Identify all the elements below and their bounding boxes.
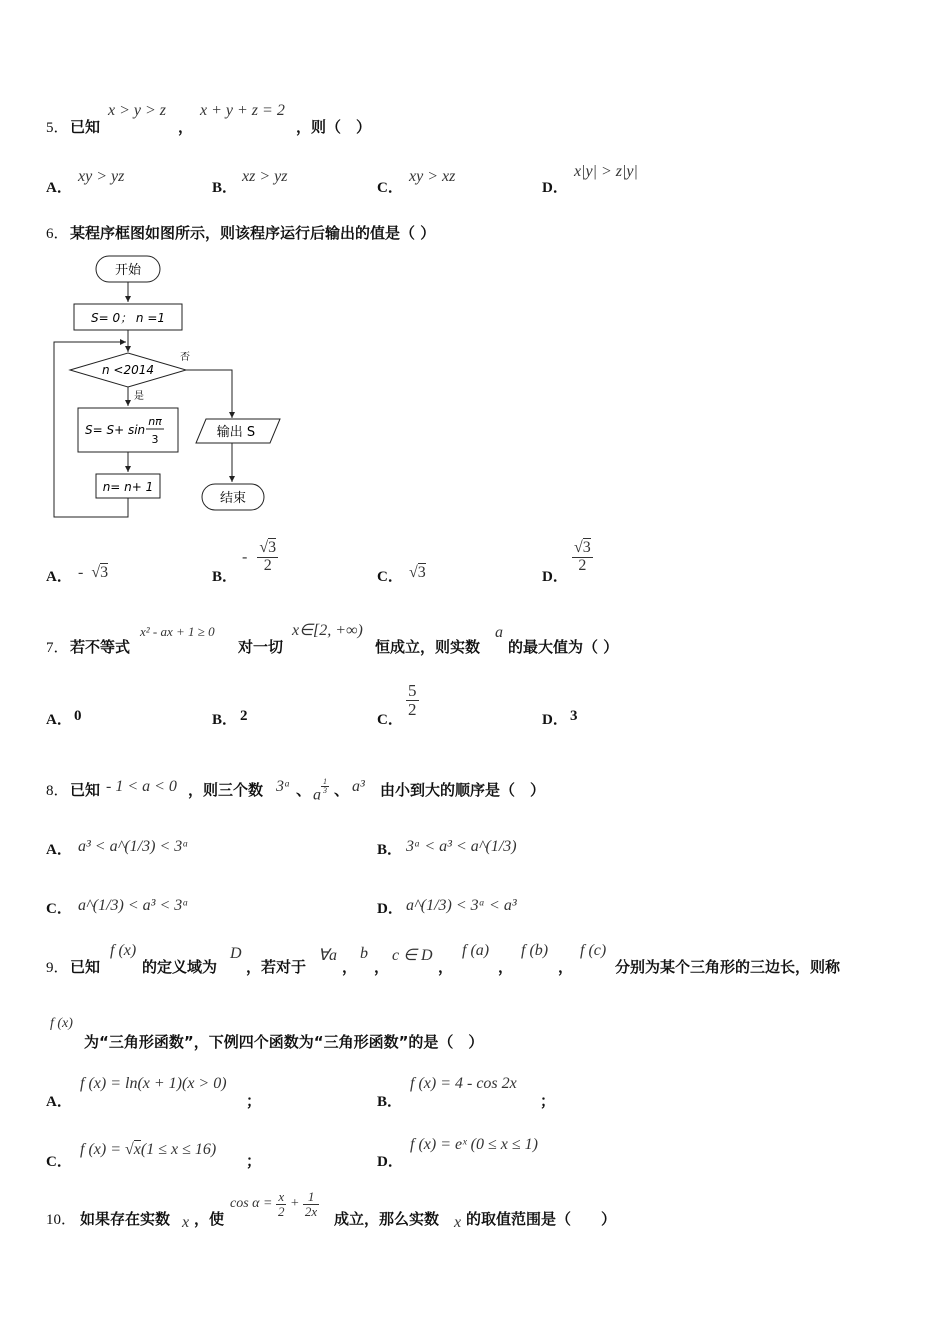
q9-forall-a: ∀a — [318, 947, 337, 964]
q8-number: 8． — [46, 783, 69, 799]
q8-prefix: 已知 — [70, 781, 101, 799]
q9-text-4: 为“三角形函数”，下例四个函数为“三角形函数”的是（ ） — [84, 1033, 484, 1051]
q8-number-1: 3ᵃ — [276, 778, 291, 795]
q6-option-b-label: B． — [212, 569, 238, 585]
q10-number: 10． — [46, 1212, 77, 1228]
flow-no-label: 否 — [180, 352, 190, 363]
sqrt-symbol: √ — [91, 564, 101, 581]
q9-comma-3: ， — [438, 958, 454, 976]
q5-separator: ， — [178, 118, 194, 136]
q10-variable-2: x — [454, 1214, 462, 1231]
q6-option-a — [78, 564, 108, 582]
q7-option-d: 3 — [570, 708, 578, 724]
q9-comma-5: ， — [558, 958, 574, 976]
q8-separator-1: 、 — [296, 781, 312, 799]
q5-number: 5． — [46, 120, 69, 136]
flow-arrow-no — [186, 370, 232, 418]
q9-function-2: f (x) — [50, 1016, 73, 1031]
q8-number-2-exponent — [321, 778, 329, 796]
q9-option-a-tail: ； — [246, 1092, 262, 1110]
q9-option-b-tail: ； — [540, 1092, 556, 1110]
q5-option-d-label: D． — [542, 180, 568, 196]
q8-number-3: a³ — [352, 778, 365, 795]
q5-prefix: 已知 — [70, 118, 101, 136]
q9-f-b: f (b) — [521, 942, 549, 959]
q5-option-c-label: C． — [377, 180, 403, 196]
q7-option-c-label: C． — [377, 712, 403, 728]
q7-option-d-label: D． — [542, 712, 568, 728]
flow-yes-label: 是 — [134, 391, 144, 402]
q10-text-2: 成立，那么实数 — [334, 1210, 440, 1228]
flow-body-text: S= S+ sin — [85, 423, 146, 437]
q6-option-a-label: A． — [46, 569, 72, 585]
q7-middle: 对一切 — [238, 638, 284, 656]
q8-option-a-label: A． — [46, 842, 72, 858]
q10-prefix: 如果存在实数 — [80, 1210, 171, 1228]
flow-output-text: 输出 S — [216, 425, 256, 440]
q7-option-c-numerator: 5 — [408, 681, 417, 700]
q9-prefix: 已知 — [70, 958, 101, 976]
q8-option-c: a^(1/3) < a³ < 3ᵃ — [78, 897, 189, 914]
q7-option-b-label: B． — [212, 712, 238, 728]
q9-option-c-tail: ； — [246, 1152, 262, 1170]
q9-option-d-label: D． — [377, 1154, 403, 1170]
q5-option-c: xy > xz — [409, 168, 456, 185]
flow-end-text: 结束 — [219, 491, 247, 506]
q8-option-a: a³ < a^(1/3) < 3ᵃ — [78, 838, 189, 855]
q9-option-c-radicand: x — [133, 1141, 141, 1158]
q9-comma-4: ， — [498, 958, 514, 976]
sqrt-symbol: √ — [125, 1141, 134, 1158]
q6-text: 某程序框图如图所示，则该程序运行后输出的值是（ ） — [70, 224, 436, 242]
q6-option-c-label: C． — [377, 569, 403, 585]
exponent-numerator: 1 — [323, 777, 327, 786]
q9-number: 9． — [46, 960, 69, 976]
q10-text-3: 的取值范围是（ ） — [466, 1210, 617, 1228]
q9-f-a: f (a) — [462, 942, 490, 959]
q7-suffix-1: 恒成立，则实数 — [375, 638, 481, 656]
q9-option-c-post: (1 ≤ x ≤ 16) — [140, 1141, 217, 1158]
q6-option-b-denominator: 2 — [263, 556, 272, 574]
q10-fraction-2 — [303, 1190, 319, 1218]
q6-option-d-denominator: 2 — [578, 556, 587, 574]
flow-condition-text: n <2014 — [101, 363, 155, 377]
q7-option-c-fraction — [406, 682, 419, 719]
q9-c-in-D: c ∈ D — [392, 947, 433, 964]
q8-option-b: 3ᵃ < a³ < a^(1/3) — [406, 838, 517, 855]
q10-fraction-1-denominator: 2 — [277, 1203, 285, 1219]
q5-option-d: x|y| > z|y| — [574, 163, 638, 180]
q6-option-d — [572, 540, 593, 575]
q7-variable: a — [495, 624, 503, 641]
q6-option-d-radicand: 3 — [582, 539, 591, 556]
q6-option-d-label: D． — [542, 569, 568, 585]
q8-number-2 — [313, 778, 329, 805]
q6-option-b-sign: - — [242, 548, 248, 566]
q7-inequality: x² - ax + 1 ≥ 0 — [140, 624, 215, 639]
sqrt-symbol: √ — [259, 539, 269, 556]
q10-equation — [230, 1190, 319, 1218]
q9-b: b — [360, 945, 368, 962]
q9-function: f (x) — [110, 942, 137, 959]
q9-option-a: f (x) = ln(x + 1)(x > 0) — [80, 1075, 227, 1092]
q9-option-d: f (x) = eˣ (0 ≤ x ≤ 1) — [410, 1136, 538, 1153]
q5-suffix: ，则（ ） — [296, 118, 372, 136]
q10-fraction-1 — [276, 1190, 287, 1218]
q7-prefix: 若不等式 — [70, 638, 131, 656]
q10-variable-1: x — [182, 1214, 190, 1231]
q10-fraction-2-denominator: 2x — [304, 1203, 318, 1219]
q7-number: 7． — [46, 640, 69, 656]
q10-text-1: ，使 — [194, 1210, 225, 1228]
q8-suffix-1: ，则三个数 — [188, 781, 264, 799]
q6-option-c-radicand: 3 — [417, 564, 426, 581]
q6-option-b-radicand: 3 — [268, 539, 277, 556]
q6-option-a-radicand: 3 — [100, 564, 109, 581]
q9-comma-1: ， — [342, 958, 358, 976]
q9-option-b-label: B． — [377, 1094, 403, 1110]
q9-option-c-label: C． — [46, 1154, 72, 1170]
q5-condition-1: x > y > z — [108, 102, 167, 119]
q10-fraction-1-numerator: x — [276, 1190, 287, 1205]
flow-start-text: 开始 — [114, 263, 142, 278]
q8-option-b-label: B． — [377, 842, 403, 858]
q5-option-b: xz > yz — [242, 168, 288, 185]
q6-option-b — [242, 540, 278, 575]
q5-option-b-label: B． — [212, 180, 238, 196]
q9-domain-D: D — [230, 945, 242, 962]
q8-option-d-label: D． — [377, 901, 403, 917]
q5-condition-2: x + y + z = 2 — [200, 102, 285, 119]
flow-body-numerator: nπ — [148, 415, 162, 428]
q6-option-d-fraction — [572, 540, 593, 575]
q5-option-a: xy > yz — [78, 168, 125, 185]
q7-domain: x∈[2, +∞) — [292, 622, 363, 639]
q9-option-b: f (x) = 4 - cos 2x — [410, 1075, 517, 1092]
q8-separator-2: 、 — [334, 781, 350, 799]
q9-text-1: 的定义域为 — [142, 958, 218, 976]
q5-option-a-label: A． — [46, 180, 72, 196]
q6-option-b-fraction — [257, 540, 278, 575]
flow-increment-text: n= n+ 1 — [102, 480, 154, 494]
q6-option-a-sign: - — [78, 564, 84, 581]
q6-option-c — [409, 564, 426, 582]
flow-body-denominator: 3 — [151, 433, 159, 446]
q7-option-a: 0 — [74, 708, 82, 724]
exponent-denominator: 3 — [323, 786, 327, 796]
q8-number-2-base: a — [313, 786, 321, 804]
q7-option-b: 2 — [240, 708, 248, 724]
q9-option-c — [80, 1141, 216, 1159]
q7-option-c-denominator: 2 — [408, 699, 417, 719]
q6-number: 6． — [46, 226, 69, 242]
q9-text-3: 分别为某个三角形的三边长，则称 — [615, 958, 841, 976]
q9-text-2: ，若对于 — [246, 958, 307, 976]
q7-option-a-label: A． — [46, 712, 72, 728]
q9-comma-2: ， — [374, 958, 390, 976]
flowchart — [48, 252, 288, 522]
q10-cos-part: cos α = — [230, 1196, 273, 1212]
q10-plus: + — [289, 1196, 300, 1212]
q8-suffix-2: 由小到大的顺序是（ ） — [380, 781, 546, 799]
q10-fraction-2-numerator: 1 — [303, 1190, 319, 1205]
q8-condition: - 1 < a < 0 — [106, 778, 177, 795]
q7-suffix-2: 的最大值为（ ） — [508, 638, 619, 656]
q8-option-c-label: C． — [46, 901, 72, 917]
flow-init-text: S= 0； n =1 — [90, 311, 166, 325]
q8-option-d: a^(1/3) < 3ᵃ < a³ — [406, 897, 517, 914]
sqrt-symbol: √ — [574, 539, 583, 556]
sqrt-symbol: √ — [409, 564, 418, 581]
q7-option-c — [406, 682, 419, 719]
q9-option-a-label: A． — [46, 1094, 72, 1110]
q9-f-c: f (c) — [580, 942, 607, 959]
q9-option-c-pre: f (x) = — [80, 1141, 125, 1158]
